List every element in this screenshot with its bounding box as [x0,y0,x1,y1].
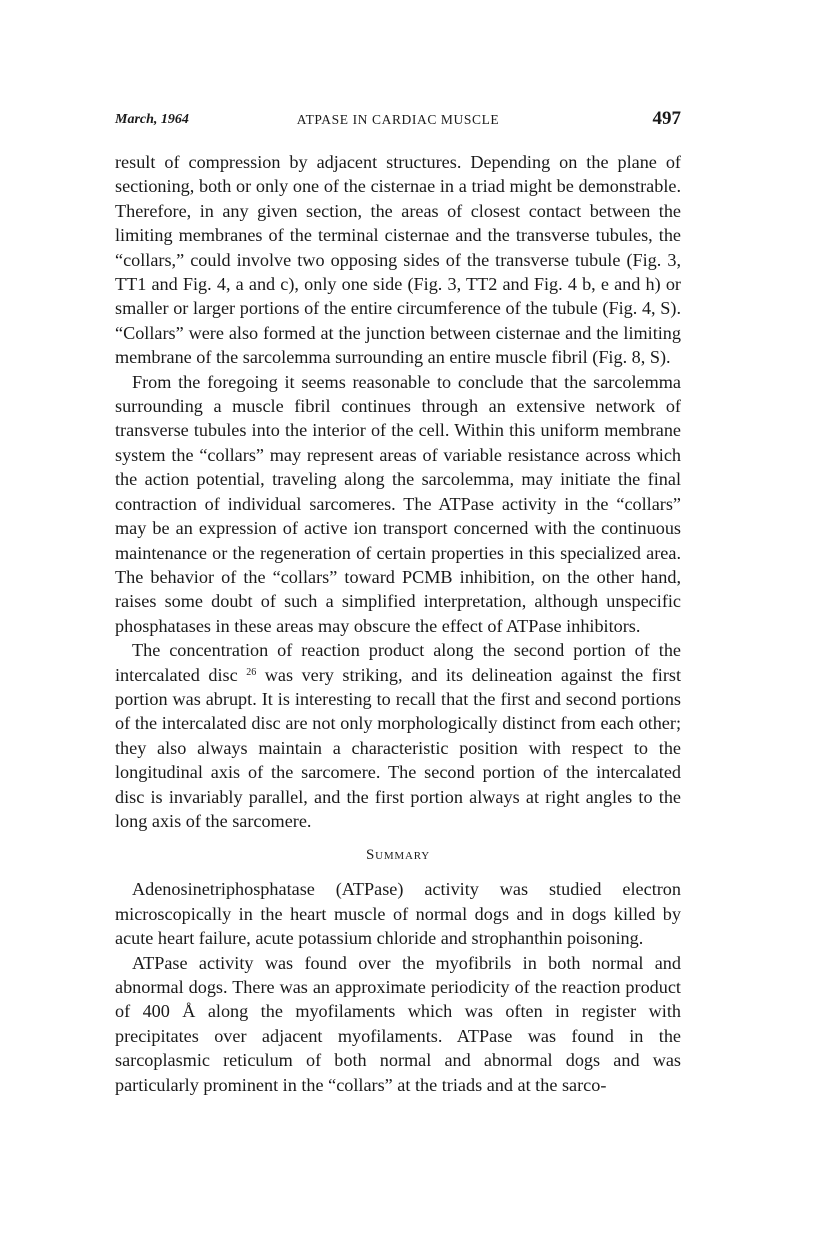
article-body [115,150,681,1097]
reference-marker: 26 [246,666,257,678]
paragraph: From the foregoing it seems reasonable to conclude that the sarcolemma surrounding a muscle fibril continues through an extensive network of transverse tubules into the interior of the cell. Within this uniform membrane system the “collars” may represent areas of variable resistance across which the action potential, traveling along the sarcolemma, may initiate the final contraction of individual sarcomeres. The ATPase activity in the “collars” may be an expression of active ion transport concerned with the continuous maintenance or the regeneration of certain properties in this specialized area. The behavior of the “collars” toward PCMB inhibition, on the other hand, raises some doubt of such a simplified interpretation, although unspecific phosphatases in these areas may obscure the effect of ATPase inhibitors. [115,371,681,636]
paragraph-continued: result of compression by adjacent structures. Depending on the plane of sectioning, both or only one of the cisternae in a triad might be demonstrable. Therefore, in any given section, the areas of closest contact between the limiting membranes of the terminal cisternae and the transverse tubules, the “collars,” could involve two opposing sides of the transverse tubule (Fig. 3, TT1 and Fig. 4, a and c), only one side (Fig. 3, TT2 and Fig. 4 b, e and h) or smaller or larger portions of the entire circumference of the tubule (Fig. 4, S). “Collars” were also formed at the junction between cisternae and the limiting membrane of the sarcolemma surrounding an entire muscle fibril (Fig. 8, S). [115,152,681,368]
summary-paragraph: ATPase activity was found over the myofibrils in both normal and abnormal dogs. There was an approximate periodicity of the reaction product of 400 Å along the myofilaments which was often in register with precipitates over adjacent myofilaments. ATPase was found in the sarcoplasmic reticulum of both normal and abnormal dogs and was particularly prominent in the “collars” at the triads and at the sarco- [115,952,681,1095]
page-number: 497 [652,108,681,129]
issue-date: March, 1964 [115,112,189,127]
paragraph-text-before-ref: The concentration of reaction product along the second portion of the intercalated disc [115,640,681,685]
running-title: ATPASE IN CARDIAC MUSCLE [296,112,500,127]
paragraph-text-after-ref: was very striking, and its delineation against the first portion was abrupt. It is interesting to recall that the first and second portions of the intercalated disc are not only morphologically distinct from each other; they also always maintain a characteristic position with respect to the longitudinal axis of the sarcomere. The second portion of the intercalated disc is invariably parallel, and the first portion always at right angles to the long axis of the sarcomere. [115,664,682,831]
section-heading-summary: Summary [365,847,431,864]
summary-paragraph: Adenosinetriphosphatase (ATPase) activity was studied electron microscopically in the heart muscle of normal dogs and in dogs killed by acute heart failure, acute potassium chloride and strophanthin poisoning. [115,879,681,949]
running-header [115,108,681,138]
paragraph-with-reference [115,638,681,833]
journal-page [115,108,681,1097]
